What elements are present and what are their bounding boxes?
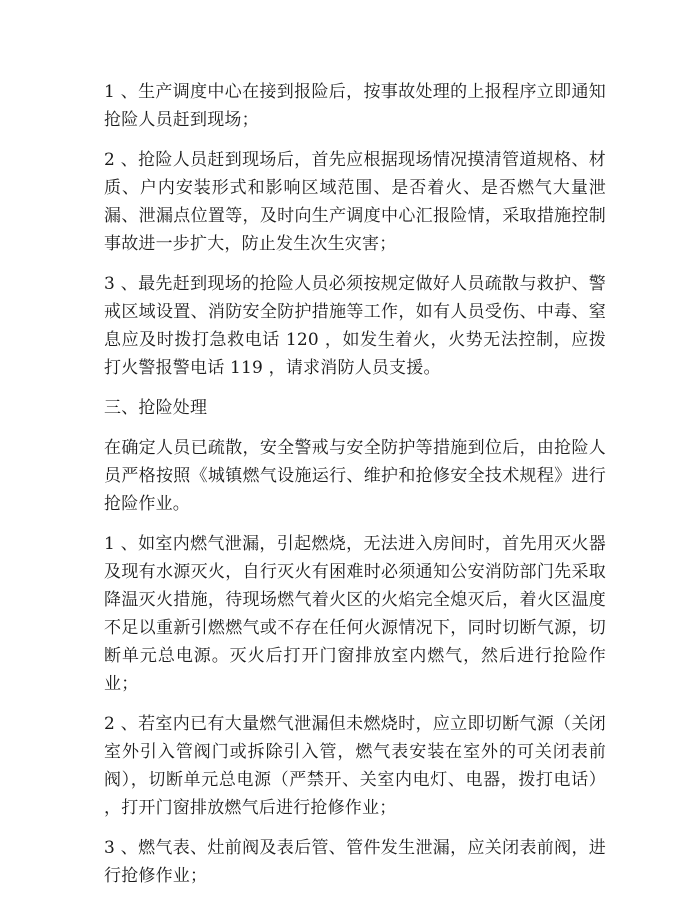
paragraph-item-2: 2 、抢险人员赶到现场后，首先应根据现场情况摸清管道规格、材质、户内安装形式和影响区域范围、是否着火、是否燃气大量泄漏、泄漏点位置等，及时向生产调度中心汇报险情，采取措施控制事故进一步扩大，防止发生次生灾害；: [104, 150, 606, 254]
section-heading: 三、抢险处理: [104, 398, 208, 418]
procedure-item-1: 1 、如室内燃气泄漏，引起燃烧，无法进入房间时，首先用灭火器及现有水源灭火，自行灭火有困难时必须通知公安消防部门先采取降温灭火措施，待现场燃气着火区的火焰完全熄灭后，着火区温度不足以重新引燃燃气或不存在任何火源情况下，同时切断气源，切断单元总电源。灭火后打开门窗排放室内燃气，然后进行抢险作业；: [104, 534, 606, 694]
procedure-item-3: 3 、燃气表、灶前阀及表后管、管件发生泄漏，应关闭表前阀，进行抢修作业；: [104, 838, 606, 886]
procedure-item-2: 2 、若室内已有大量燃气泄漏但未燃烧时，应立即切断气源（关闭室外引入管阀门或拆除引入管，燃气表安装在室外的可关闭表前阀），切断单元总电源（严禁开、关室内电灯、电器，拨打电话） ，打开门窗排放燃气后进行抢修作业；: [104, 714, 606, 818]
section-intro: 在确定人员已疏散，安全警戒与安全防护等措施到位后，由抢险人员严格按照《城镇燃气设施运行、维护和抢修安全技术规程》进行抢险作业。: [104, 438, 606, 514]
paragraph-item-3: 3 、最先赶到现场的抢险人员必须按规定做好人员疏散与救护、警戒区域设置、消防安全防护措施等工作，如有人员受伤、中毒、窒息应及时拨打急救电话 120 ，如发生着火，火势无法控制，应拨打火警报警电话 119 ，请求消防人员支援。: [104, 274, 606, 378]
document-body: [104, 78, 606, 902]
paragraph-item-1: 1 、生产调度中心在接到报险后，按事故处理的上报程序立即通知抢险人员赶到现场；: [104, 82, 606, 130]
